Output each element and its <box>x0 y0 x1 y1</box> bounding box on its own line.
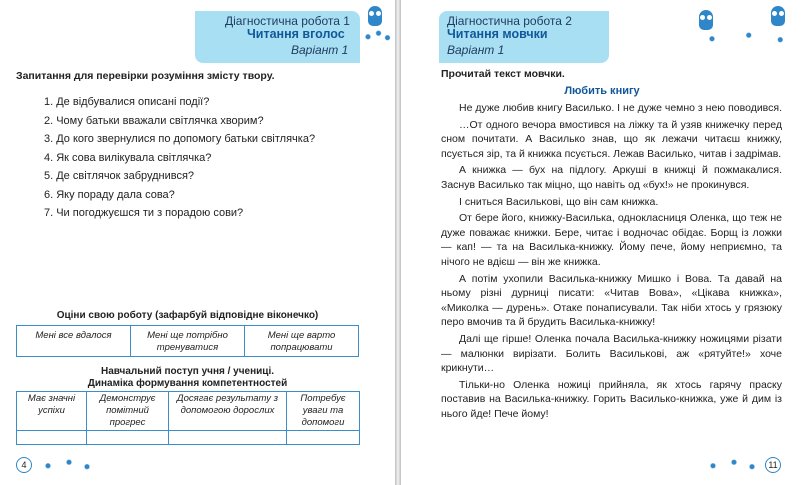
question-item: 4. Як сова вилікувала світлячка? <box>44 151 212 164</box>
question-item: 1. Де відбувалися описані події? <box>44 96 210 108</box>
question-item: 2. Чому батьки вважали світлячка хворим? <box>44 114 264 127</box>
subject-title: Читання мовчки <box>447 27 548 41</box>
owl-icon <box>699 10 713 30</box>
story-paragraph: А потім ухопили Василька-книжку Мишко і Вова. Та давай на ньому різні дурниці писати: «Читав Вова», «Цікава книжка», «Миколка — дурень». Отаке понаписували. Так ніби хтось у грязюку перо вмочив та й брудить Василька-книжку! <box>441 272 782 329</box>
progress-cell[interactable] <box>169 431 287 445</box>
progress-caption-line1: Навчальний поступ учня / учениці. <box>100 366 275 377</box>
question-item: 6. Яку пораду дала сова? <box>44 188 175 201</box>
instruction: Прочитай текст мовчки. <box>441 68 565 80</box>
question-item: 7. Чи погоджуєшся ти з порадою сови? <box>44 207 244 219</box>
work-title: Діагностична робота 1 <box>225 14 350 28</box>
variant-label: Варіант 1 <box>447 43 505 57</box>
story-paragraph: Тільки-но Оленка ножиці прийняла, як хтось гарячу праску поставив на Василька-книжку. Горить Василько-книжка, уже й дим із нього йде! Пече йому! <box>441 378 782 420</box>
story-paragraph: …От одного вечора вмостився на ліжку та й узяв книжечку перед сном почитати. А Василько знав, що як лежачи читаєш книжку, псується зір, та й книжка псується. Лежав Василько, читав і задрімав. <box>441 118 782 160</box>
progress-col-header: Потребує уваги та допомоги <box>287 392 360 431</box>
story-paragraph: Далі ще гірше! Оленка почала Василька-книжку ножицями різати — малюнки вирізати. Болить Васильκові, аж «рятуйте!» хоче крикнути… <box>441 332 782 375</box>
page-number: 4 <box>16 457 32 473</box>
page-number: 11 <box>765 457 781 473</box>
progress-col-header: Досягає результату з допомогою дорослих <box>169 392 287 431</box>
assessment-option-3[interactable]: Мені ще варто попрацювати <box>245 326 359 357</box>
left-page <box>0 0 395 485</box>
right-header-banner <box>439 11 609 63</box>
progress-col-header: Має значні успіхи <box>17 392 87 431</box>
story-paragraph: А книжка — бух на підлогу. Аркуші в книжці й пожмакалися. Заснув Василько так міцно, що навіть од «бух!» не прокинувся. <box>441 164 782 191</box>
question-item: 3. До кого звернулися по допомогу батьки світлячка? <box>44 133 316 145</box>
progress-cell[interactable] <box>17 431 87 445</box>
work-title: Діагностична робота 2 <box>447 14 572 28</box>
leaf-swirl-icon <box>362 26 392 44</box>
progress-table <box>16 391 360 445</box>
self-assessment-table <box>16 325 359 357</box>
questions-list <box>44 96 315 226</box>
progress-col-header: Демонструє помітний прогрес <box>87 392 169 431</box>
subject-title: Читання вголос <box>247 27 345 41</box>
self-assessment-caption: Оціни свою роботу (зафарбуй відповідне віконечко) <box>56 310 319 321</box>
questions-heading: Запитання для перевірки розуміння змісту твору. <box>16 70 275 82</box>
footer-swirl-icon <box>36 455 96 473</box>
progress-caption-line2: Динаміка формування компетентностей <box>87 378 288 389</box>
assessment-option-1[interactable]: Мені все вдалося <box>17 326 131 357</box>
decor-left-top <box>362 4 392 44</box>
progress-cell[interactable] <box>87 431 169 445</box>
leaf-swirl-icon <box>691 28 796 46</box>
story-text <box>441 101 782 423</box>
story-title: Любить книгу <box>564 85 640 97</box>
question-item: 5. Де світлячок забруднився? <box>44 170 195 182</box>
decor-right-top <box>691 4 796 44</box>
right-page <box>401 0 803 485</box>
owl-icon <box>771 6 785 26</box>
story-paragraph: Не дуже любив книгу Василько. І не дуже чемно з нею поводився. <box>459 102 782 114</box>
story-paragraph: От бере його, книжку-Василька, однокласниця Оленка, що теж не дуже поважає книжки. Бере, читає і водночас обідає. Борщ із ложки — кап! — та на Василька-книжку. Йому пече, йому неприємно, та нічого не вдієш — він же книжка. <box>441 212 782 268</box>
variant-label: Варіант 1 <box>291 43 349 57</box>
assessment-option-2[interactable]: Мені ще потрібно тренуватися <box>131 326 245 357</box>
owl-icon <box>368 6 382 26</box>
left-header-banner <box>195 11 360 63</box>
footer-swirl-icon <box>701 455 761 473</box>
story-paragraph: І сниться Васильκові, що він сам книжка. <box>459 195 659 208</box>
progress-cell[interactable] <box>287 431 360 445</box>
